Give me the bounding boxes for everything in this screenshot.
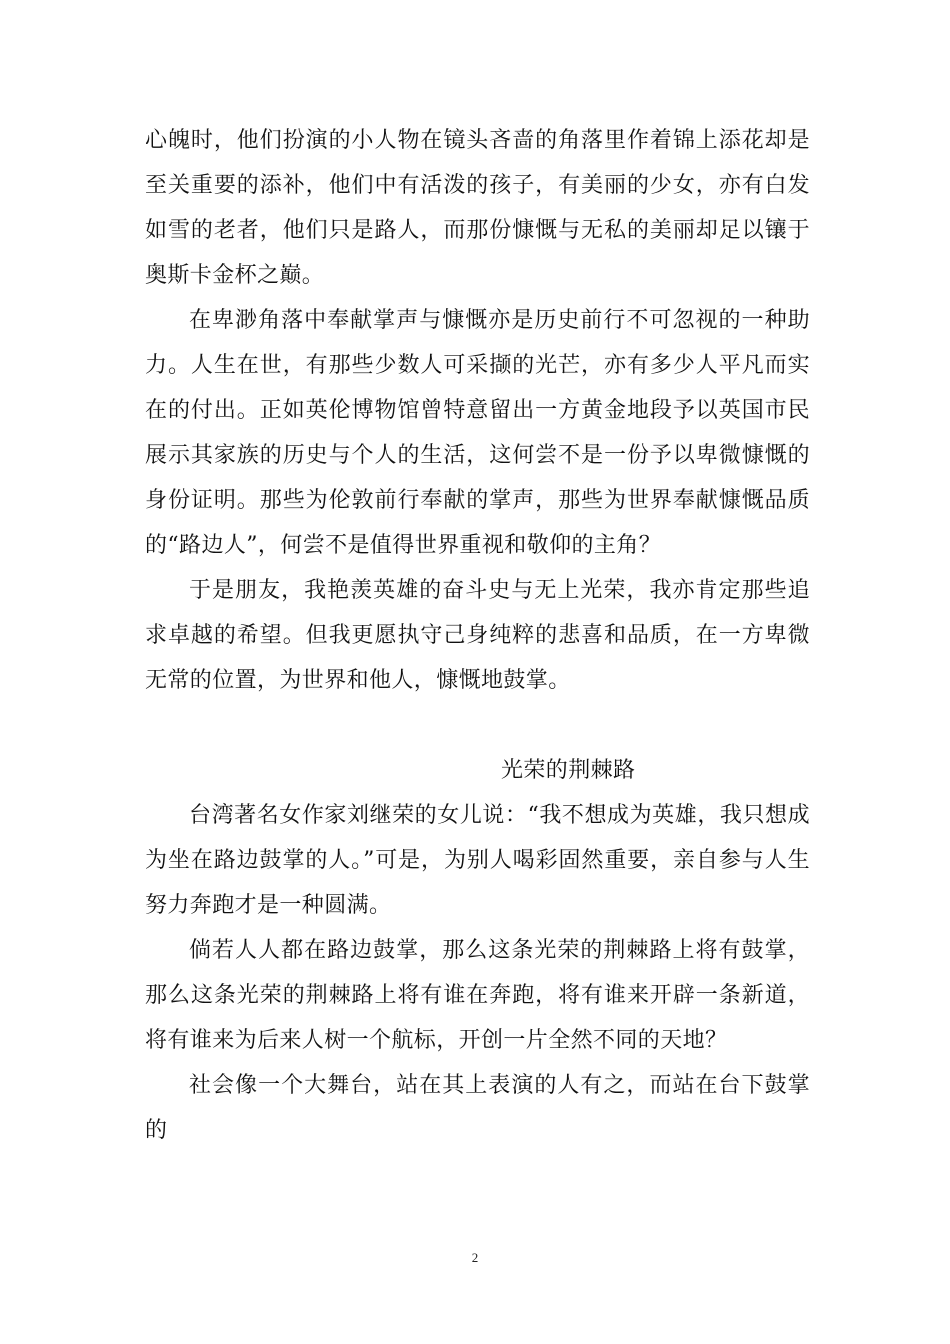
paragraph: 台湾著名女作家刘继荣的女儿说：“我不想成为英雄，我只想成为坐在路边鼓掌的人。”可是，为别人喝彩固然重要，亲自参与人生努力奔跑才是一种圆满。 [145,803,810,918]
paragraph: 社会像一个大舞台，站在其上表演的人有之，而站在台下鼓掌的 [145,1073,810,1143]
paragraph: 在卑渺角落中奉献掌声与慷慨亦是历史前行不可忽视的一种助力。人生在世，有那些少数人可采撷的光芒，亦有多少人平凡而实在的付出。正如英伦博物馆曾特意留出一方黄金地段予以英国市民展示其家族的历史与个人的生活，这何尝不是一份予以卑微慷慨的身份证明。那些为伦敦前行奉献的掌声，那些为世界奉献慷慨品质的“路边人”，何尝不是值得世界重视和敬仰的主角？ [145,308,810,558]
section-title: 光荣的荆棘路 [501,758,636,783]
page-number: 2 [471,1250,479,1265]
paragraph: 倘若人人都在路边鼓掌，那么这条光荣的荆棘路上将有鼓掌，那么这条光荣的荆棘路上将有谁在奔跑，将有谁来开辟一条新道，将有谁来为后来人树一个航标，开创一片全然不同的天地？ [145,938,810,1053]
paragraph: 于是朋友，我艳羡英雄的奋斗史与无上光荣，我亦肯定那些追求卓越的希望。但我更愿执守己身纯粹的悲喜和品质，在一方卑微无常的位置，为世界和他人，慷慨地鼓掌。 [145,578,810,693]
paragraph-continued: 心魄时，他们扮演的小人物在镜头吝啬的角落里作着锦上添花却是至关重要的添补，他们中有活泼的孩子，有美丽的少女，亦有白发如雪的老者，他们只是路人，而那份慷慨与无私的美丽却足以镶于奥斯卡金杯之巅。 [145,128,810,288]
blank-line [145,703,810,748]
body-text [145,118,810,1153]
